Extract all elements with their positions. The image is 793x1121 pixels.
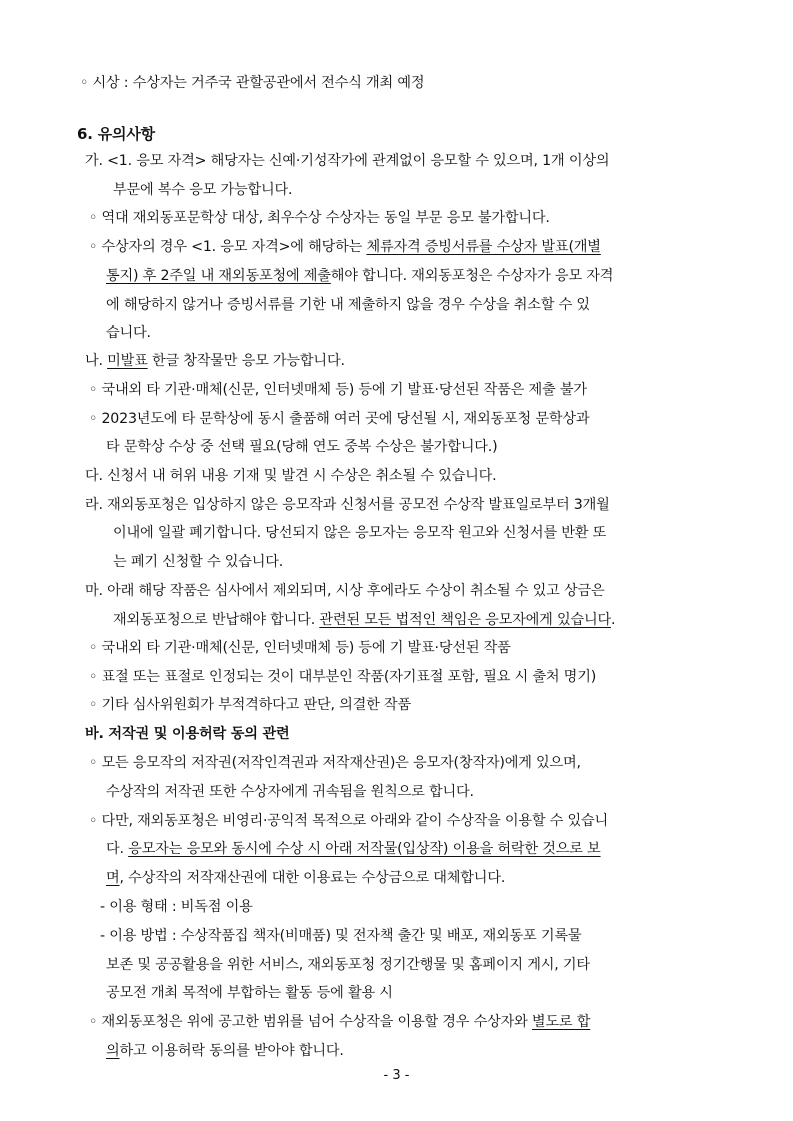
underlined-text: 며 (106, 870, 120, 886)
text-line: 습니다. (106, 325, 151, 341)
text-line (106, 266, 613, 286)
underlined-text: 응모자는 응모와 동시에 수상 시 아래 저작물(입상작) 이용을 허락한 것으로 보 (128, 841, 601, 857)
text-line: ◦ 국내외 타 기관·매체(신문, 인터넷매체 등) 등에 기 발표·당선된 작품 (89, 640, 511, 656)
text-line (113, 610, 615, 630)
text-line (106, 1041, 344, 1061)
underlined-text: 별도로 합 (531, 1014, 591, 1030)
text-line: 에 해당하지 않거나 증빙서류를 기한 내 제출하지 않을 경우 수상을 취소할 수 있 (106, 297, 590, 313)
text-line: - 이용 방법 : 수상작품집 책자(비매품) 및 전자책 출간 및 배포, 재외동포 기록물 (100, 928, 582, 944)
text-line: ◦ 국내외 타 기관·매체(신문, 인터넷매체 등) 등에 기 발표·당선된 작품은 제출 불가 (89, 382, 587, 398)
text-segment: 나. (85, 353, 108, 369)
text-line: ◦ 다만, 재외동포청은 비영리·공익적 목적으로 아래와 같이 수상작을 이용할 수 있습니 (89, 813, 609, 829)
text-line: - 이용 형태 : 비독점 이용 (100, 899, 253, 915)
text-segment: 한글 창작물만 응모 가능합니다. (147, 353, 345, 369)
text-line: 부문에 복수 응모 가능합니다. (113, 182, 293, 198)
text-line: 타 문학상 수상 중 선택 필요(당해 연도 중복 수상은 불가합니다.) (106, 439, 498, 455)
text-segment: , 수상작의 저작재산권에 대한 이용료는 수상금으로 대체합니다. (119, 870, 506, 886)
underlined-text: 통지) 후 2주일 내 재외동포청에 제출 (106, 268, 331, 284)
text-segment: 해야 합니다. 재외동포청은 수상자가 응모 자격 (330, 268, 614, 284)
text-line: ◦ 시상 : 수상자는 거주국 관할공관에서 전수식 개최 예정 (80, 75, 425, 91)
page-number: - 3 - (383, 1068, 410, 1083)
text-line (85, 351, 345, 371)
text-line: ◦ 기타 심사위원회가 부적격하다고 판단, 의결한 작품 (89, 697, 411, 713)
text-segment: 하고 이용허락 동의를 받아야 합니다. (119, 1043, 344, 1059)
underlined-text: 관련된 모든 법적인 책임은 응모자에게 있습니다 (319, 612, 611, 628)
text-line: 공모전 개최 목적에 부합하는 활동 등에 활용 시 (106, 985, 393, 1001)
text-segment: 재외동포청으로 반납해야 합니다. (113, 612, 320, 628)
text-line: ◦ 역대 재외동포문학상 대상, 최우수상 수상자는 동일 부문 응모 불가합니다. (89, 210, 550, 226)
text-line: 다. 신청서 내 허위 내용 기재 및 발견 시 수상은 취소될 수 있습니다. (85, 468, 497, 484)
text-segment: . (610, 612, 616, 628)
text-line: 이내에 일괄 폐기합니다. 당선되지 않은 응모자는 응모작 원고와 신청서를 반환 또 (113, 525, 607, 541)
text-line: 가. <1. 응모 자격> 해당자는 신예·기성작가에 관계없이 응모할 수 있으며, 1개 이상의 (85, 153, 610, 169)
text-line: 라. 재외동포청은 입상하지 않은 응모작과 신청서를 공모전 수상작 발표일로부터 3개월 (85, 497, 610, 513)
text-segment: 다. (106, 841, 129, 857)
subsection-heading: 바. 저작권 및 이용허락 동의 관련 (85, 726, 290, 742)
text-line: ◦ 2023년도에 타 문학상에 동시 출품해 여러 곳에 당선될 시, 재외동포청 문학상과 (89, 411, 590, 427)
text-line (106, 868, 505, 888)
text-segment: ◦ 재외동포청은 위에 공고한 범위를 넘어 수상작을 이용할 경우 수상자와 (89, 1014, 532, 1030)
text-line: 보존 및 공공활용을 위한 서비스, 재외동포청 정기간행물 및 홈페이지 게시, 기타 (106, 957, 590, 973)
text-line: ◦ 표절 또는 표절로 인정되는 것이 대부분인 작품(자기표절 포함, 필요 시 출처 명기) (89, 669, 597, 685)
text-line: 수상작의 저작권 또한 수상자에게 귀속됨을 원칙으로 합니다. (106, 784, 474, 800)
underlined-text: 체류자격 증빙서류를 수상자 발표(개별 (366, 239, 601, 255)
text-line: 마. 아래 해당 작품은 심사에서 제외되며, 시상 후에라도 수상이 취소될 수 있고 상금은 (85, 583, 605, 599)
text-line (89, 1012, 590, 1032)
underlined-text: 의 (106, 1043, 120, 1059)
text-line (89, 237, 601, 257)
underlined-text: 미발표 (107, 353, 148, 369)
text-line: 는 폐기 신청할 수 있습니다. (113, 554, 284, 570)
section-heading: 6. 유의사항 (77, 125, 155, 143)
text-segment: ◦ 수상자의 경우 <1. 응모 자격>에 해당하는 (89, 239, 367, 255)
text-line (106, 839, 601, 859)
text-line: ◦ 모든 응모작의 저작권(저작인격권과 저작재산권)은 응모자(창작자)에게 있으며, (89, 755, 581, 771)
